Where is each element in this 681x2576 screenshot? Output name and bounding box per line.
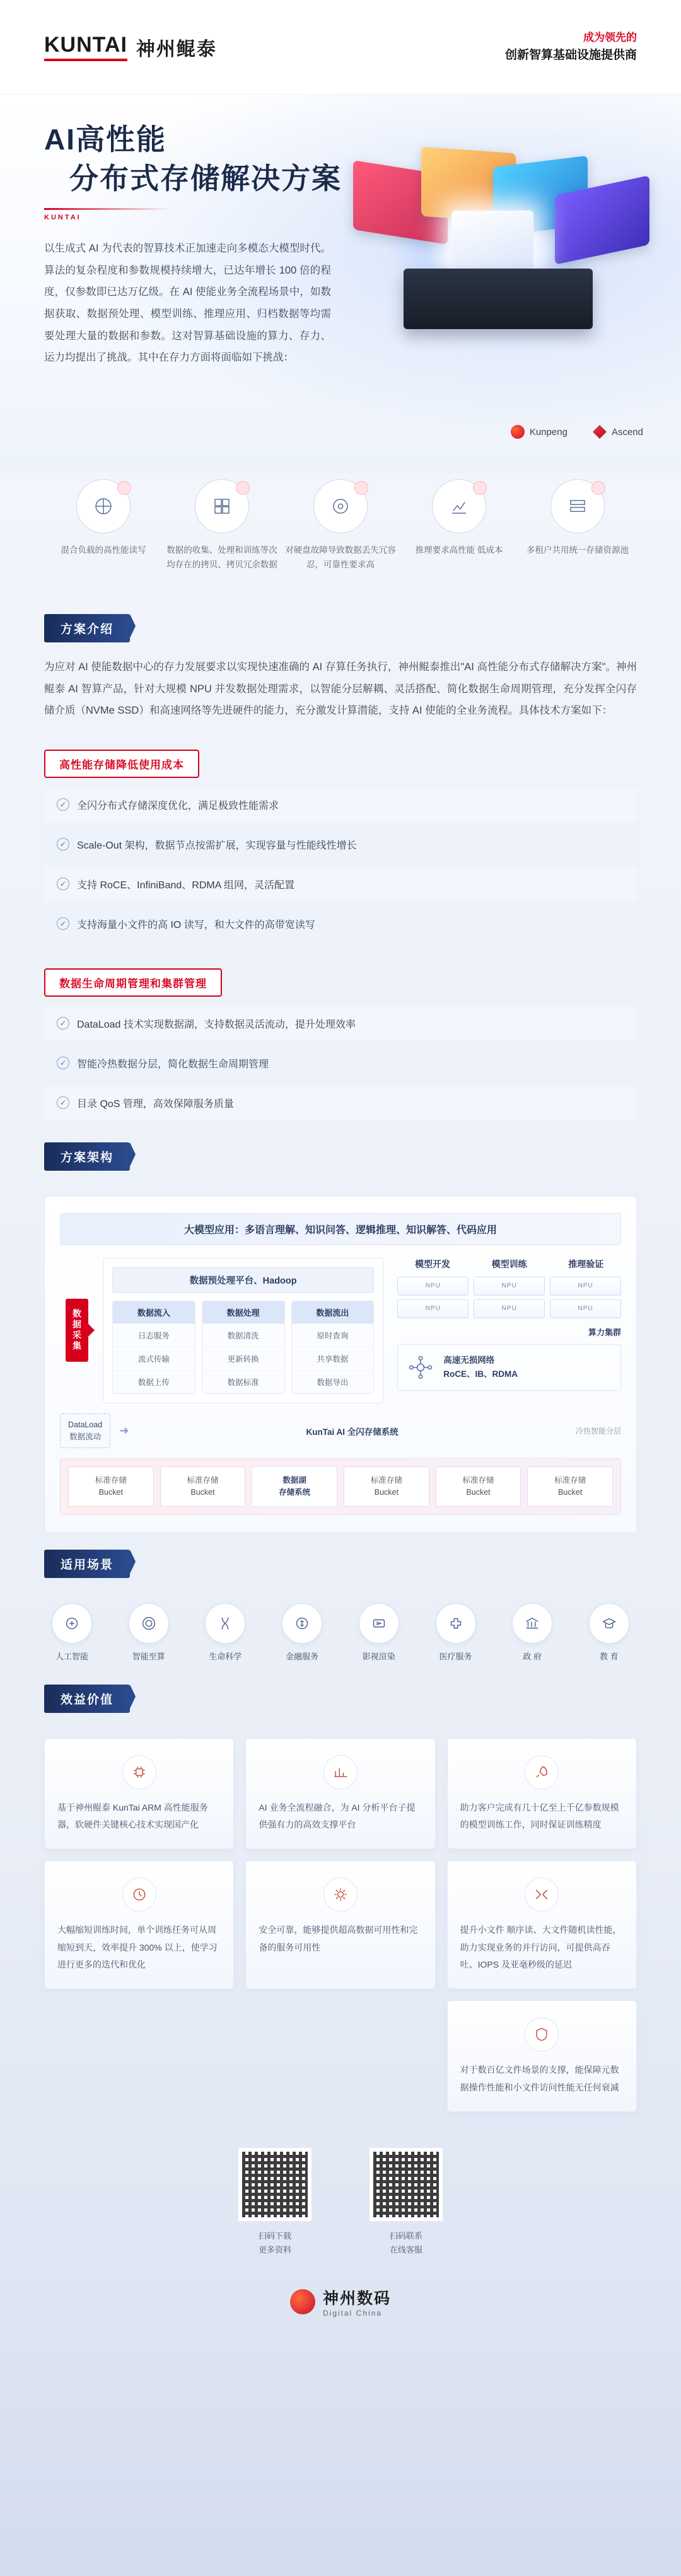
npu-chip-icon: NPU [397,1277,469,1296]
value-card [44,1860,234,1989]
feature-row [44,867,637,901]
feature-text: Scale-Out 架构，数据节点按需扩展，实现容量与性能线性增长 [77,840,357,851]
chip-grid [397,1277,621,1318]
scenario-item [499,1603,565,1662]
qr-item [238,2147,312,2257]
value-card [447,1738,637,1850]
footer-logo [0,2272,681,2343]
challenge-text: 对硬盘故障导致数据丢失冗容忍，可靠性要求高 [285,545,396,569]
scenario-item [346,1603,412,1662]
chip-column [550,1277,621,1318]
footer-brand-text [323,2286,391,2318]
feature-text: 支持海量小文件的高 IO 读写，和大文件的高带宽读写 [77,919,315,931]
check-icon: ✓ [57,1096,69,1109]
qr-caption-line-2: 在线客服 [389,2244,422,2254]
check-icon: ✓ [57,917,69,930]
hero-body-text: 以生成式 AI 为代表的智算技术正加速走向多模态大模型时代。算法的复杂程度和参数规模持续增大，已达年增长 100 倍的程度，仅参数即已达万亿级。在 AI 使能业务全流程场景中，如数据获取、数据预处理、模型训练、推理应用、归档数据等均需要处理大量的数据和参数。这对智算基础设施的算力、存力、运力均提出了挑战。其中在存力方面将面临如下挑战： [44,243,331,364]
disk-failure-icon [313,479,368,533]
kunpeng-label: Kunpeng [529,426,568,438]
chip-column [397,1277,469,1318]
badge-dot [473,481,487,495]
education-icon [589,1603,629,1644]
value-text: AI 业务全流程融合，为 AI 分析平台子提供强有力的高效支撑平台 [259,1802,416,1830]
feature-list-lifecycle [44,1007,637,1120]
arch-compute-head: 推理验证 [568,1258,604,1269]
bucket-item: 标准存储 Bucket [160,1466,246,1507]
bucket-row [60,1458,621,1515]
arch-card-item: 数据清洗 [202,1323,284,1347]
arch-card-item: 数据导出 [292,1370,374,1393]
section-title-architecture: 方案架构 [44,1142,130,1171]
section-value [0,1668,681,1727]
arch-platform-title: 数据预处理平台、Hadoop [112,1267,374,1293]
footer-name-cn: 神州数码 [322,2290,391,2308]
qr-caption-line-1: 扫码联系 [389,2231,422,2241]
digital-china-icon [290,2289,315,2314]
check-icon: ✓ [57,1057,69,1069]
bucket-item: 标准存储 Bucket [344,1466,429,1507]
challenge-text: 多租户共用统一存储资源池 [527,545,629,555]
smart-factory-icon [129,1603,169,1644]
scenario-item [269,1603,335,1662]
scenario-item [192,1603,258,1662]
slogan-line-2: 创新智算基础设施提供商 [504,48,637,62]
arch-platform-block [103,1258,383,1403]
arch-card-item: 数据上传 [113,1370,195,1393]
value-text: 提升小文件 顺序读、大文件随机读性能，助力实现业务的并行访问，可提供高吞吐、IOPS 及亚毫秒级的延迟 [460,1925,622,1970]
hero-title-line-2: 分布式存储解决方案 [69,162,342,195]
hero-title-line-1: AI高性能 [44,123,166,156]
network-icon [407,1354,434,1381]
badge-dot [354,481,368,495]
architecture-diagram [44,1196,637,1533]
section-scenarios [0,1533,681,1592]
challenge-text: 推理要求高性能 低成本 [415,545,503,555]
cluster-label: 算力集群 [588,1327,621,1337]
qr-caption [238,2229,312,2257]
data-lake-item: 数据湖 存储系统 [252,1466,337,1507]
arch-compute-block [392,1258,621,1403]
feature-row [44,828,637,861]
rocket-icon [525,1755,559,1789]
check-icon: ✓ [57,1017,69,1030]
brand-ascend [593,425,643,439]
feature-text: 支持 RoCE、InfiniBand、RDMA 组网，灵活配置 [77,879,294,891]
feature-text: 目录 QoS 管理，高效保障服务质量 [77,1098,234,1110]
server-rack-graphic [404,269,593,329]
scenario-label: 政 府 [523,1651,542,1661]
kunpeng-icon [511,425,525,439]
scenario-item [423,1603,489,1662]
slogan-line-1: 成为领先的 [583,31,637,44]
government-icon [512,1603,552,1644]
arch-card-item: 原时查询 [292,1323,374,1347]
challenge-item [163,479,281,572]
value-card-grid [44,1738,637,2112]
scenario-label: 金融服务 [286,1651,319,1661]
cold-hot-label: 冷热智能分层 [575,1427,621,1436]
bucket-item: 标准存储 Bucket [527,1466,613,1507]
check-icon: ✓ [57,878,69,890]
arch-card [202,1301,285,1394]
intro-body: 为应对 AI 使能数据中心的存力发展要求以实现快速准确的 AI 存算任务执行，神州鲲泰推出"AI 高性能分布式存储解决方案"。神州鲲泰 AI 智算产品，针对大规模 NPU 并发数据处理需求，以智能分层解耦、灵活搭配、简化数据生命周期管理，充分发挥全闪存储介质（NVMe SSD）和高速网络等先进硬件的能力，充分激发计算潜能，支持 AI 使能的全业务流程。具体技术方案如下： [44,661,637,717]
clock-icon [122,1877,156,1912]
arch-compute-head: 模型训练 [491,1258,527,1269]
shrink-icon [525,1877,559,1912]
chart-icon [323,1755,358,1789]
storage-pool-label: KunTai AI 全闪存储系统 [306,1427,399,1437]
arch-main-row [60,1258,621,1403]
qr-caption-line-1: 扫码下载 [258,2231,291,2241]
finance-icon [282,1603,322,1644]
value-card [44,1738,234,1850]
scenario-list [39,1603,642,1662]
value-text: 助力客户完成有几十亿至上千亿参数规模的模型训练工作，同时保证训练精度 [460,1802,619,1830]
arch-card [112,1301,195,1394]
feature-row [44,788,637,821]
scenario-label: 智能至算 [132,1651,165,1661]
section-title-scenarios: 适用场景 [44,1550,130,1578]
footer-name-en: Digital China [322,2309,383,2318]
qr-code-download[interactable] [238,2147,312,2222]
scenario-label: 医疗服务 [439,1651,472,1661]
panel-center-glow [451,211,533,269]
feature-text: 智能冷热数据分层，简化数据生命周期管理 [77,1059,269,1070]
section-title-value: 效益价值 [44,1685,130,1713]
challenge-text: 混合负载的高性能读写 [61,545,146,555]
scenario-item [39,1603,105,1662]
feature-text: 全闪分布式存储深度优化，满足极致性能需求 [77,800,279,811]
badge-dot [591,481,605,495]
check-icon: ✓ [57,838,69,850]
logo-cn: 神州鲲泰 [136,38,217,60]
mixed-load-icon [76,479,131,533]
arch-card-item: 共享数据 [292,1347,374,1370]
feature-row [44,1086,637,1120]
dataload-pill: DataLoad 数据流动 [60,1413,110,1449]
value-text: 对于数百亿文件场景的支撑，能保障元数据操作性能和小文件访问性能无任何衰减 [460,2065,619,2092]
shield-icon [525,2017,559,2051]
value-text: 安全可靠，能够提供超高数据可用性和完备的服务可用性 [259,1925,418,1952]
multi-tenant-icon [550,479,605,533]
scenario-label: 生命科学 [209,1651,242,1661]
arch-left-tag-wrap [60,1258,94,1403]
npu-chip-icon: NPU [550,1299,621,1318]
ai-icon [52,1603,92,1644]
scenario-item [576,1603,642,1662]
partner-brands [511,366,643,498]
header-slogan [505,29,637,66]
challenge-item [400,479,518,572]
arch-compute-heads [397,1258,621,1270]
challenge-item [44,479,163,572]
network-block [397,1344,621,1391]
hero-section [0,95,681,473]
chip-column [474,1277,545,1318]
qr-caption-line-2: 更多资料 [258,2244,291,2254]
healthcare-icon [436,1603,476,1644]
hero-divider [44,208,170,210]
arch-top-banner: 大模型应用：多语言理解、知识问答、逻辑推理、知识解答、代码应用 [60,1213,621,1245]
qr-row [0,2147,681,2257]
value-text: 基于神州鲲泰 KunTai ARM 高性能服务器，软硬件关键核心技术实现国产化 [57,1802,208,1830]
value-text: 大幅缩短训练时间，单个训练任务可从周缩短到天，效率提升 300% 以上，使学习进行更多的迭代和优化 [57,1925,218,1970]
npu-chip-icon: NPU [474,1299,545,1318]
hero-brand-small: KUNTAI [44,214,81,222]
npu-chip-icon: NPU [550,1277,621,1296]
brand-kunpeng [511,425,568,439]
arch-left-tag: 数据采集 [66,1299,88,1362]
npu-chip-icon: NPU [397,1299,469,1318]
feature-row [44,1007,637,1040]
feature-row [44,907,637,941]
page-header [0,0,681,95]
arch-compute-head: 模型开发 [415,1258,451,1269]
arch-card [291,1301,375,1394]
npu-chip-icon: NPU [474,1277,545,1296]
gear-icon [323,1877,358,1912]
badge-dot [236,481,250,495]
scenario-label: 教 育 [600,1651,619,1661]
qr-caption [369,2229,443,2257]
scenario-label: 人工智能 [55,1651,88,1661]
arrow-right-icon: ➜ [119,1424,129,1437]
challenge-item [281,479,400,572]
arch-card-item: 数据标准 [202,1370,284,1393]
inference-icon [432,479,486,533]
network-title-2: RoCE、IB、RDMA [443,1369,518,1379]
badge-dot [117,481,131,495]
bucket-item: 标准存储 Bucket [68,1466,154,1507]
arch-card-header: 数据处理 [202,1301,284,1323]
section-architecture [0,1126,681,1185]
ascend-label: Ascend [611,426,643,438]
section-title-intro: 方案介绍 [44,614,130,642]
network-title-1: 高速无损网络 [443,1355,495,1366]
media-icon [359,1603,399,1644]
hero-illustration [328,145,656,353]
arch-card-item: 日志服务 [113,1323,195,1347]
feature-row [44,1047,637,1080]
feature-head-performance: 高性能存储降低使用成本 [44,750,199,778]
arch-card-header: 数据流入 [113,1301,195,1323]
section-intro [0,598,681,656]
logo-mark: KUNTAI [44,33,127,61]
network-text [443,1354,518,1381]
brand-logo [44,33,217,61]
arch-dataload-strip [60,1413,621,1449]
arch-card-header: 数据流出 [292,1301,374,1323]
value-card [245,1738,435,1850]
feature-text: DataLoad 技术实现数据湖，支持数据灵活流动，提升处理效率 [77,1019,356,1030]
bucket-item: 标准存储 Bucket [436,1466,521,1507]
data-collect-icon [195,479,249,533]
feature-head-lifecycle: 数据生命周期管理和集群管理 [44,968,222,997]
arch-card-item: 更新转换 [202,1347,284,1370]
challenge-list [0,473,681,598]
challenge-text: 数据的收集、处理和训练等次均存在的拷贝、拷贝冗余数据 [166,545,277,569]
value-card [447,1860,637,1989]
check-icon: ✓ [57,798,69,811]
scenario-item [116,1603,182,1662]
arch-card-group [112,1301,374,1394]
qr-code-service[interactable] [369,2147,443,2222]
arch-card-item: 流式传输 [113,1347,195,1370]
chip-icon [122,1755,156,1789]
value-card [447,2000,637,2112]
life-science-icon [205,1603,245,1644]
qr-item [369,2147,443,2257]
ascend-icon [593,425,607,439]
value-card [245,1860,435,1989]
feature-list-performance [44,788,637,941]
scenario-label: 影视渲染 [362,1651,395,1661]
